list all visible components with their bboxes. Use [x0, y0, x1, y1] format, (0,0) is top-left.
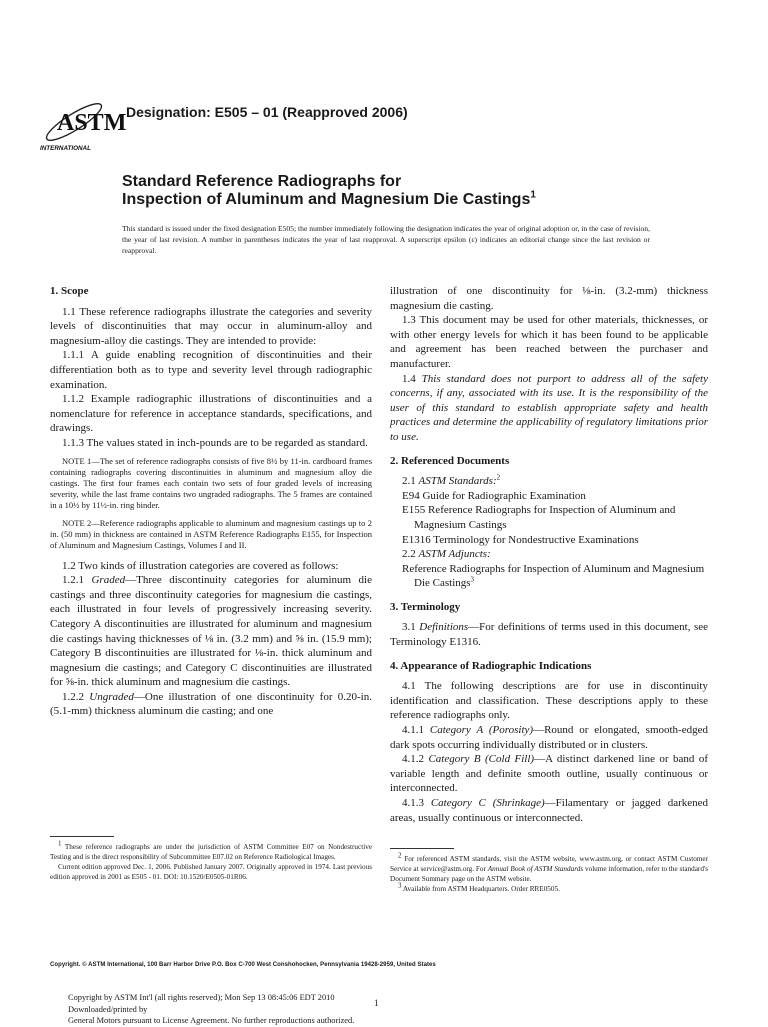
paragraph-number: 1.2.2: [62, 690, 84, 703]
footnote-rule-right: [390, 848, 454, 849]
paragraph-4-1-1: [390, 723, 708, 752]
footnote-italic: Annual Book of ASTM Standards: [487, 865, 584, 873]
left-column: [50, 284, 372, 719]
paragraph-text: —Filamentary or jagged darkened areas, usually continuous or interconnected.: [390, 797, 709, 824]
stamp-line-2: Downloaded/printed by: [68, 1004, 148, 1014]
copyright-line: Copyright. © ASTM International, 100 Barr Harbor Drive P.O. Box C-700 West Conshohocken, Pennsylvania 19428-2959, United States: [50, 962, 436, 968]
term: Category A (Porosity): [429, 724, 534, 737]
paragraph-1-2-2-continued: illustration of one discontinuity for ⅛-in. (3.2-mm) thickness magnesium die casting.: [390, 285, 708, 312]
right-column: [390, 284, 708, 825]
paragraph-2-1: [390, 474, 708, 489]
stamp-line-1: Copyright by ASTM Int'l (all rights reserved); Mon Sep 13 08:45:06 EDT 2010: [68, 993, 335, 1002]
footnote-mark: 3: [398, 881, 402, 890]
paragraph-1-1: 1.1 These reference radiographs illustrate the categories and severity levels of discontinuities that may occur in aluminum-alloy and magnesium-alloy die castings. They are intended to provide:: [50, 305, 372, 347]
paragraph-text: —One illustration of one discontinuity for 0.20-in. (5.1-mm) thickness aluminum die casting; and one: [50, 690, 372, 718]
term: ASTM Standards:: [418, 475, 497, 488]
paragraph-number: 1.4: [402, 372, 416, 385]
designation: Designation: E505 – 01 (Reapproved 2006): [126, 104, 408, 120]
footnote-mark: 1: [58, 839, 62, 848]
term: Definitions: [419, 621, 469, 634]
document-title-line2: [122, 190, 536, 209]
footnotes-right: [390, 851, 709, 894]
paragraph-text: This standard does not purport to address all of the safety concerns, if any, associated with its use. It is the responsibility of the user of this standard to establish appropriate safety and health practices and determine the applicability of regulatory limitations prior to use.: [390, 372, 709, 443]
term: Category C (Shrinkage): [430, 797, 545, 809]
paragraph-number: 4.1.3: [402, 797, 424, 809]
footnote-mark: 2: [496, 473, 501, 482]
paragraph-1-2-1: [50, 573, 372, 690]
note-1: NOTE 1—The set of reference radiographs consists of five 8½ by 11-in. cardboard frames containing radiographs covering discontinuities in aluminum and magnesium alloy die castings. The first four frames each contain two sets of four graded levels of increasing severity, while the last frame contains two ungraded radiographs. The 5 frames are contained in a 10½ by 11½-in. ring binder.: [50, 455, 372, 510]
paragraph-number: 2.2: [402, 548, 416, 561]
footnote-1: [50, 839, 372, 862]
title-text: Inspection of Aluminum and Magnesium Die Castings: [122, 191, 531, 208]
paragraph-number: 4.1.2: [402, 753, 424, 766]
document-title-line1: Standard Reference Radiographs for: [122, 173, 402, 190]
paragraph-4-1-3: [390, 796, 708, 825]
stamp-line-3: General Motors pursuant to License Agreement. No further reproductions authorized.: [68, 1016, 355, 1025]
paragraph-1-1-1: 1.1.1 A guide enabling recognition of discontinuities and their differentiation both as to type and severity level through radiographic examination.: [50, 349, 372, 391]
issuance-note: This standard is issued under the fixed designation E505; the number immediately following the designation indicates the year of original adoption or, in the case of revision, the year of last revision. A number in parentheses indicates the year of last reapproval. A superscript epsilon (ε) indicates an editorial change since the last revision or reapproval.: [122, 224, 650, 255]
paragraph-text: —Three discontinuity categories for aluminum die castings and three discontinuity categories for magnesium die castings, each illustrated in four levels of progressively increasing severity. Category A discontinuities are illustrated for aluminum and magnesium die castings having thicknesses of ⅛ in. (3.2 mm) and ⅝ in. (15.9 mm); Category B discontinuities are illustrated for ⅛-in. thick aluminum and magnesium die castings; and Category C discontinuities are illustrated for ⅝-in. thick aluminum and magnesium die castings.: [50, 574, 372, 689]
section-heading-referenced-documents: 2. Referenced Documents: [390, 454, 510, 467]
section-heading-appearance: 4. Appearance of Radiographic Indications: [390, 659, 592, 672]
paragraph-number: 2.1: [402, 475, 416, 488]
paragraph-text: —Round or elongated, smooth-edged dark spots occurring individually distributed or in clusters.: [390, 724, 708, 751]
paragraph-3-1: [390, 620, 708, 649]
reference-e94: E94 Guide for Radiographic Examination: [402, 489, 586, 502]
footnote-mark: 3: [470, 575, 475, 584]
section-heading-scope: 1. Scope: [50, 285, 89, 297]
footnote-text: For referenced ASTM standards, visit the ASTM website, www.astm.org, or contact ASTM Customer Service at service@astm.org. For: [390, 855, 709, 873]
logo-subtext: INTERNATIONAL: [40, 145, 91, 152]
download-stamp: [68, 992, 354, 1027]
paragraph-1-2: 1.2 Two kinds of illustration categories are covered as follows:: [62, 559, 339, 572]
paragraph-number: 3.1: [402, 621, 416, 634]
adjunct-text: Reference Radiographs for Inspection of Aluminum and Magnesium Die Castings: [402, 562, 705, 590]
edition-note: Current edition approved Dec. 1, 2006. Published January 2007. Originally approved in 1974. Last previous edition approved in 2001 as E505 - 01. DOI: 10.1520/E0505-01R06.: [50, 863, 372, 881]
footnotes-left: [50, 839, 372, 882]
footnote-text: Available from ASTM Headquarters. Order RRE0505.: [402, 885, 560, 893]
paragraph-number: 4.1.1: [402, 724, 424, 737]
paragraph-1-3: 1.3 This document may be used for other materials, thicknesses, or with other energy levels for which it has been found to be applicable and agreement has been reached between the purchaser and manufacturer.: [390, 314, 708, 370]
paragraph-text: —A distinct darkened line or band of variable length and definite smooth outline, usually continuous or interconnected.: [390, 753, 709, 795]
paragraph-4-1: 4.1 The following descriptions are for use in discontinuity identification and classification. These descriptions apply to these reference radiographs only.: [390, 680, 708, 722]
term: Category B (Cold Fill): [428, 753, 535, 766]
paragraph-number: 1.2.1: [62, 574, 84, 587]
astm-logo: [38, 96, 127, 156]
logo-text: ASTM: [57, 110, 127, 136]
paragraph-1-1-2: 1.1.2 Example radiographic illustrations of discontinuities and a nomenclature for reference in acceptance standards, specifications, and drawings.: [50, 393, 372, 435]
note-2: NOTE 2—Reference radiographs applicable to aluminum and magnesium castings up to 2 in. (50 mm) in thickness are contained in ASTM Reference Radiographs E155, for Inspection of Aluminum and Magnesium Castings, Volumes I and II.: [50, 517, 372, 550]
footnote-3: [390, 881, 708, 894]
paragraph-1-4: [390, 372, 708, 445]
footnote-mark: 2: [398, 851, 402, 860]
term: Ungraded: [89, 690, 134, 703]
section-heading-terminology: 3. Terminology: [390, 600, 461, 613]
adjunct-reference: [390, 562, 708, 591]
paragraph-1-1-3: 1.1.3 The values stated in inch-pounds are to be regarded as standard.: [62, 436, 368, 449]
footnote-text: volume information, refer to the standard's Document Summary page on the ASTM website.: [390, 865, 708, 883]
page-number: 1: [374, 998, 379, 1008]
paragraph-4-1-2: [390, 752, 708, 796]
footnote-rule-left: [50, 836, 114, 837]
footnote-2: [390, 851, 709, 884]
term: ASTM Adjuncts:: [418, 548, 491, 561]
term: Graded: [91, 574, 126, 587]
paragraph-text: —For definitions of terms used in this document, see Terminology E1316.: [390, 621, 708, 649]
paragraph-2-2: [390, 547, 708, 562]
reference-e1316: E1316 Terminology for Nondestructive Examinations: [402, 533, 639, 546]
footnote-text: These reference radiographs are under the jurisdiction of ASTM Committee E07 on Nondestructive Testing and is the direct responsibility of Subcommittee E07.02 on Reference Radiological Images.: [50, 843, 372, 861]
paragraph-1-2-2: [50, 690, 372, 719]
title-footnote-mark: 1: [530, 189, 536, 201]
reference-e155: E155 Reference Radiographs for Inspection of Aluminum and Magnesium Castings: [402, 504, 676, 531]
